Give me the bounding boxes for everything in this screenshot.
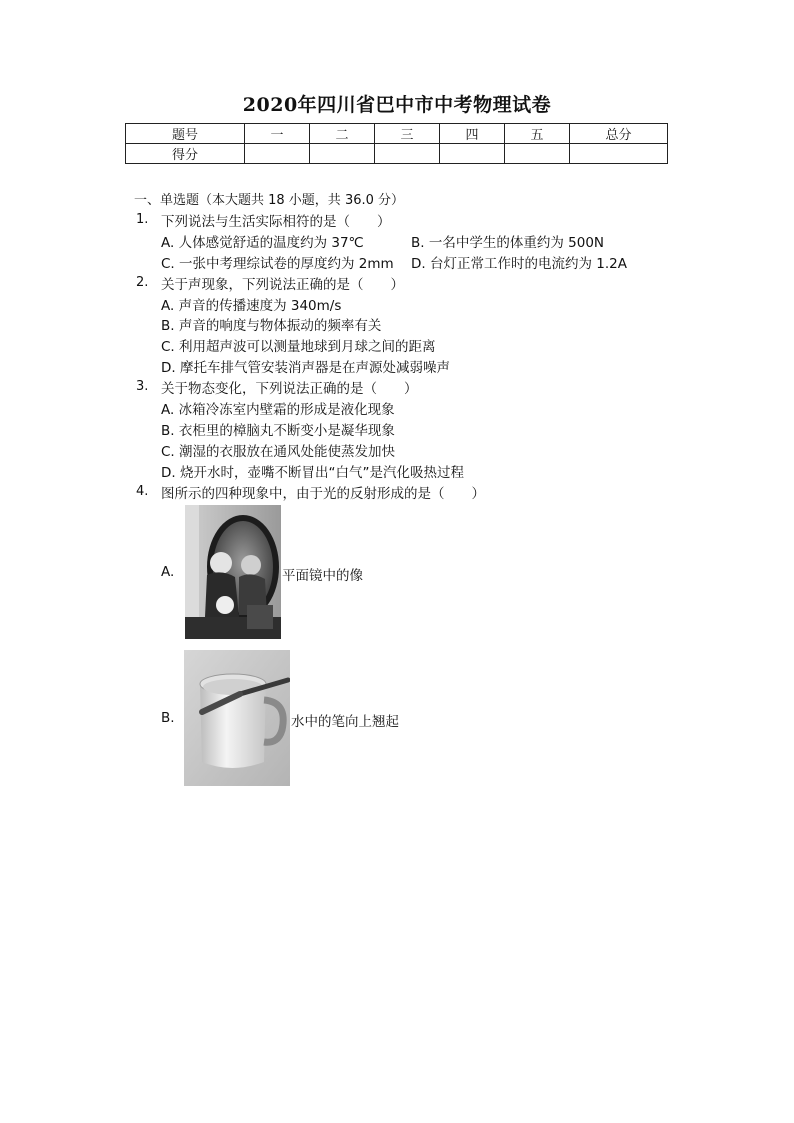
question-stem: 下列说法与生活实际相符的是（ ） bbox=[161, 214, 391, 230]
option-b-letter: B. bbox=[161, 710, 175, 726]
score-cell bbox=[440, 144, 505, 164]
question-number: 2. bbox=[136, 275, 149, 290]
header-cell: 五 bbox=[505, 124, 570, 144]
header-cell: 四 bbox=[440, 124, 505, 144]
header-cell: 二 bbox=[310, 124, 375, 144]
question-number: 3. bbox=[136, 379, 149, 394]
option-a: A. 人体感觉舒适的温度约为 37℃ bbox=[161, 235, 364, 251]
score-table-header-row bbox=[126, 124, 668, 144]
option-a: A. 声音的传播速度为 340m/s bbox=[161, 298, 342, 314]
option-b: B. 衣柜里的樟脑丸不断变小是凝华现象 bbox=[161, 423, 395, 439]
question-stem: 图所示的四种现象中，由于光的反射形成的是（ ） bbox=[161, 486, 485, 502]
section-heading: 一、单选题（本大题共 18 小题，共 36.0 分） bbox=[134, 193, 405, 208]
score-table bbox=[125, 123, 668, 164]
option-b: B. 一名中学生的体重约为 500N bbox=[411, 235, 605, 251]
score-row-label: 得分 bbox=[126, 144, 245, 164]
option-d: D. 烧开水时，壶嘴不断冒出“白气”是汽化吸热过程 bbox=[161, 465, 464, 481]
question-number: 4. bbox=[136, 484, 149, 499]
score-cell bbox=[310, 144, 375, 164]
score-cell bbox=[570, 144, 668, 164]
question-stem: 关于物态变化，下列说法正确的是（ ） bbox=[161, 381, 418, 397]
option-b: B. 声音的响度与物体振动的频率有关 bbox=[161, 318, 382, 334]
pen-in-water-photo bbox=[184, 650, 290, 786]
option-a: A. 冰箱冷冻室内壁霜的形成是液化现象 bbox=[161, 402, 395, 418]
score-cell bbox=[505, 144, 570, 164]
question-number: 1. bbox=[136, 212, 149, 227]
question-stem: 关于声现象，下列说法正确的是（ ） bbox=[161, 277, 404, 293]
score-cell bbox=[245, 144, 310, 164]
option-c: C. 潮湿的衣服放在通风处能使蒸发加快 bbox=[161, 444, 396, 460]
exam-title: 2020年四川省巴中市中考物理试卷 bbox=[242, 94, 552, 116]
mirror-photo bbox=[185, 505, 281, 639]
score-table-score-row bbox=[126, 144, 668, 164]
option-a-letter: A. bbox=[161, 564, 175, 580]
option-c: C. 利用超声波可以测量地球到月球之间的距离 bbox=[161, 339, 436, 355]
option-a-caption: 平面镜中的像 bbox=[282, 568, 363, 584]
header-cell: 一 bbox=[245, 124, 310, 144]
score-cell bbox=[375, 144, 440, 164]
option-d: D. 台灯正常工作时的电流约为 1.2A bbox=[411, 256, 627, 272]
option-c: C. 一张中考理综试卷的厚度约为 2mm bbox=[161, 256, 394, 272]
option-d: D. 摩托车排气管安装消声器是在声源处减弱噪声 bbox=[161, 360, 450, 376]
option-b-caption: 水中的笔向上翘起 bbox=[291, 714, 399, 730]
header-cell: 总分 bbox=[570, 124, 668, 144]
header-cell: 三 bbox=[375, 124, 440, 144]
header-cell: 题号 bbox=[126, 124, 245, 144]
